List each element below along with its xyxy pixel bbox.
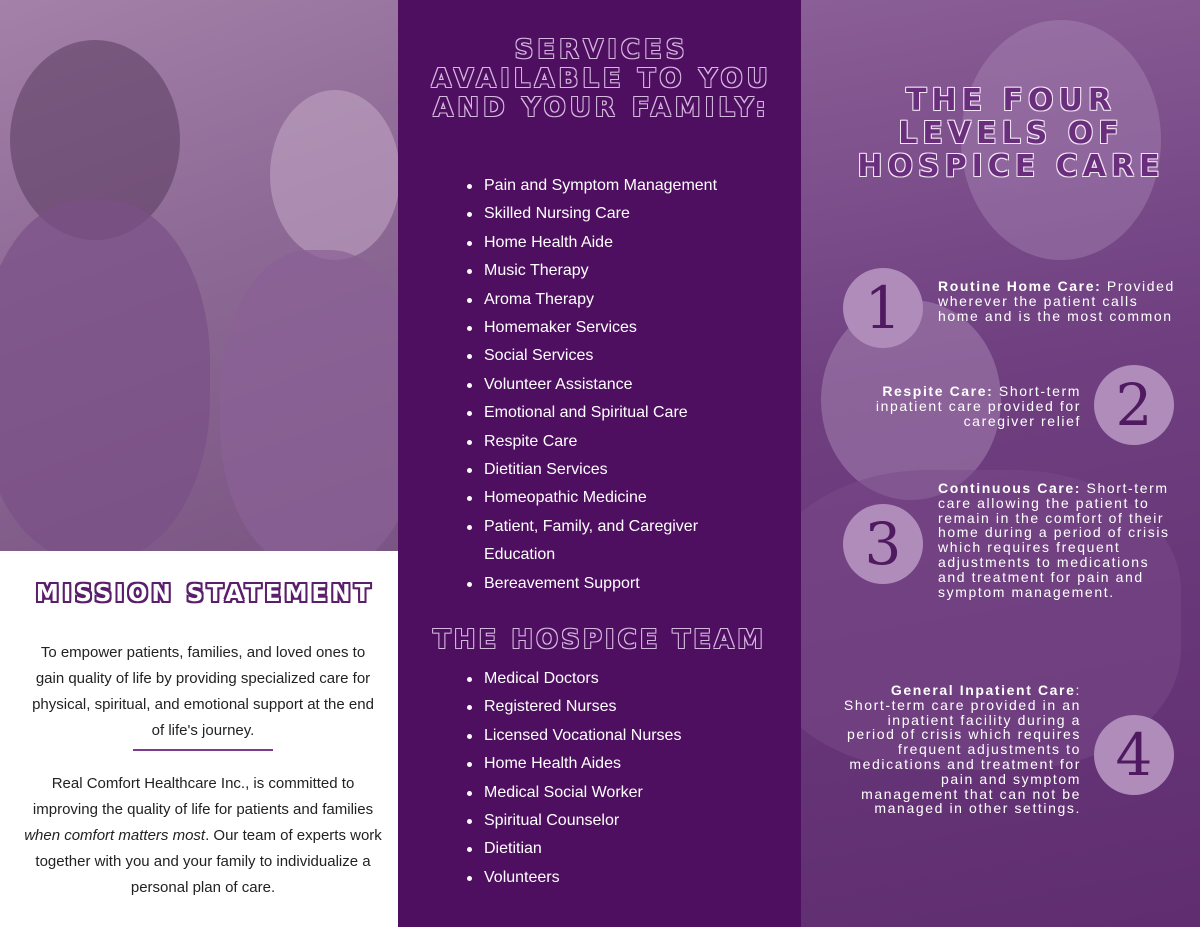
- list-item: Aroma Therapy: [484, 286, 774, 314]
- level-1-name: Routine Home Care:: [938, 278, 1102, 294]
- level-4-number: 4: [1094, 715, 1174, 795]
- company-text-end: . Our team of experts work together with you and your family to individualize a personal plan of care.: [35, 827, 382, 896]
- team-title: THE HOSPICE TEAM: [432, 625, 766, 655]
- level-2-description: Short-term inpatient care provided for caregiver relief: [875, 383, 1081, 429]
- list-item: Music Therapy: [484, 257, 774, 285]
- list-item: Emotional and Spiritual Care: [484, 399, 774, 427]
- list-item: Dietitian Services: [484, 456, 774, 484]
- list-item: Bereavement Support: [484, 570, 774, 598]
- list-item: Patient, Family, and Caregiver Education: [484, 513, 729, 570]
- list-item: Skilled Nursing Care: [484, 200, 774, 228]
- company-text-start: Real Comfort Healthcare Inc., is committed to improving the quality of life for patients and families: [32, 775, 374, 818]
- list-item: Homeopathic Medicine: [484, 484, 774, 512]
- level-2-number: 2: [1094, 365, 1174, 445]
- level-4-text: [841, 683, 1081, 816]
- company-tagline: when comfort matters most: [24, 827, 206, 844]
- mission-section: [0, 551, 398, 927]
- levels-panel: [801, 0, 1200, 927]
- level-3-description: Short-term care allowing the patient to remain in the comfort of their home during a period of crisis which requires frequent adjustments to medications and treatment for pain and symptom management.: [938, 480, 1170, 600]
- level-3-number: 3: [843, 504, 923, 584]
- company-paragraph: [22, 771, 384, 901]
- nurses-photo: [0, 0, 398, 551]
- list-item: Medical Doctors: [484, 665, 774, 693]
- level-1-description: Provided wherever the patient calls home and is the most common: [938, 278, 1175, 324]
- list-item: Medical Social Worker: [484, 779, 774, 807]
- level-3-name: Continuous Care:: [938, 480, 1082, 496]
- team-list: [484, 665, 774, 892]
- services-panel: [398, 0, 801, 927]
- mission-title: MISSION STATEMENT: [35, 581, 375, 607]
- level-2-text: [831, 384, 1081, 428]
- list-item: Registered Nurses: [484, 693, 774, 721]
- level-3-text: [938, 481, 1173, 599]
- list-item: Volunteer Assistance: [484, 371, 774, 399]
- list-item: Home Health Aide: [484, 229, 774, 257]
- list-item: Respite Care: [484, 428, 774, 456]
- list-item: Spiritual Counselor: [484, 807, 774, 835]
- services-list: [484, 172, 774, 598]
- list-item: Licensed Vocational Nurses: [484, 722, 774, 750]
- levels-title: THE FOUR LEVELS OF HOSPICE CARE: [857, 83, 1165, 184]
- level-2-name: Respite Care:: [882, 383, 994, 399]
- list-item: Social Services: [484, 342, 774, 370]
- list-item: Volunteers: [484, 864, 774, 892]
- level-4-description: : Short-term care provided in an inpatient facility during a period of crisis which requires frequent adjustments to medications and treatment for pain and symptom management that can not be managed in other settings.: [843, 682, 1081, 817]
- list-item: Pain and Symptom Management: [484, 172, 774, 200]
- list-item: Dietitian: [484, 835, 774, 863]
- mission-paragraph: To empower patients, families, and loved ones to gain quality of life by providing specialized care for physical, spiritual, and emotional support at the end of life's journey.: [32, 644, 374, 739]
- list-item: Homemaker Services: [484, 314, 774, 342]
- list-item: Home Health Aides: [484, 750, 774, 778]
- level-1-text: [938, 279, 1178, 323]
- mission-divider: [133, 749, 273, 751]
- level-1-number: 1: [843, 268, 923, 348]
- services-title: SERVICES AVAILABLE TO YOU AND YOUR FAMILY:: [431, 35, 772, 123]
- level-4-name: General Inpatient Care: [890, 682, 1076, 698]
